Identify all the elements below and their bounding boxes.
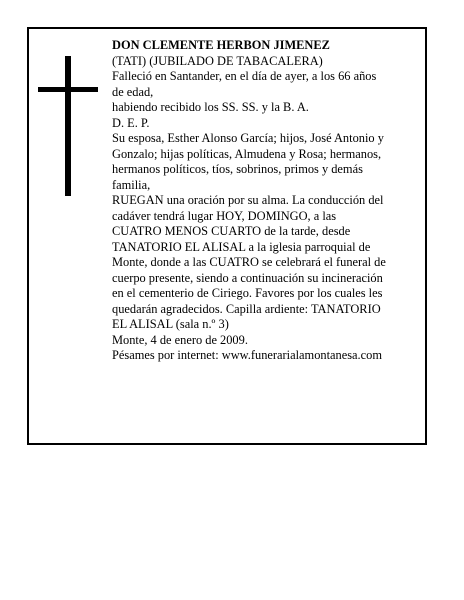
notice-line: familia, [112,177,151,192]
cross-icon [38,56,98,196]
notice-line: quedarán agradecidos. Capilla ardiente: TANATORIO [112,301,381,316]
deceased-name: DON CLEMENTE HERBON JIMENEZ [112,38,330,52]
notice-line: Gonzalo; hijas políticas, Almudena y Rosa; hermanos, [112,146,382,161]
notice-line: Su esposa, Esther Alonso García; hijos, José Antonio y [112,131,384,145]
notice-line: Falleció en Santander, en el día de ayer, a los 66 años [112,69,377,83]
condolences-line: Pésames por internet: www.funerarialamontanesa.com [112,348,382,362]
notice-line: (TATI) (JUBILADO DE TABACALERA) [112,53,323,68]
date-line: Monte, 4 de enero de 2009. [112,332,248,347]
notice-line: Monte, donde a las CUATRO se celebrará el funeral de [112,255,386,269]
cross-horizontal-bar [38,87,98,92]
notice-line: CUATRO MENOS CUARTO de la tarde, desde [112,224,351,238]
notice-line: TANATORIO EL ALISAL a la iglesia parroquial de [112,239,371,254]
obituary-text [112,38,422,364]
notice-line: cadáver tendrá lugar HOY, DOMINGO, a las [112,208,337,223]
notice-line: hermanos políticos, tíos, sobrinos, primos y demás [112,162,363,176]
notice-line: en el cementerio de Ciriego. Favores por los cuales les [112,286,383,300]
notice-line: cuerpo presente, siendo a continuación su incineración [112,270,383,285]
cross-vertical-bar [65,56,71,196]
notice-line: RUEGAN una oración por su alma. La conducción del [112,193,384,207]
notice-line: EL ALISAL (sala n.º 3) [112,317,229,331]
notice-line: D. E. P. [112,115,150,130]
notice-line: de edad, [112,84,154,99]
notice-line: habiendo recibido los SS. SS. y la B. A. [112,100,309,114]
